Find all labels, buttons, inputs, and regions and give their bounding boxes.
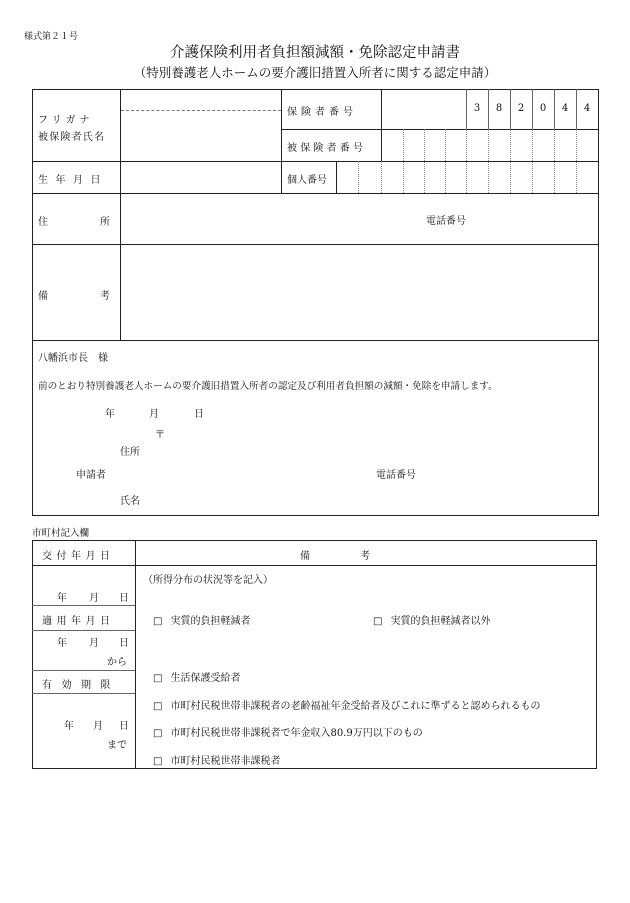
- digit-cell-divider: [488, 129, 489, 193]
- digit-cell-divider: [532, 129, 533, 193]
- date-day: 日: [194, 409, 204, 420]
- insurer-digit: 4: [583, 103, 591, 114]
- insurer-digit: 3: [473, 103, 481, 114]
- option-label: 生活保護受給者: [170, 673, 241, 684]
- applied-day: 日: [119, 638, 129, 649]
- option-label: 実質的負担軽減者以外: [390, 616, 491, 627]
- date-year: 年: [105, 409, 115, 420]
- digit-cell-divider: [466, 129, 467, 193]
- insurer-digit: 4: [561, 103, 569, 114]
- digit-cell-divider: [510, 129, 511, 193]
- municipal-section-label: 市町村記入欄: [32, 528, 90, 539]
- form-number: 様式第２１号: [24, 32, 79, 42]
- insurer-row-divider: [281, 129, 599, 130]
- insurer-number-label: 保険者番号: [287, 107, 357, 118]
- checkbox-icon[interactable]: □: [373, 616, 383, 627]
- addressee: 八幡浜市長 様: [38, 353, 108, 364]
- validity-month: 月: [93, 721, 103, 732]
- validity-day: 日: [119, 721, 129, 732]
- row-divider-address: [32, 193, 599, 194]
- address-label: 住所: [38, 217, 162, 228]
- option-label: 実質的負担軽減者: [170, 616, 251, 627]
- digit-cell-divider: [445, 129, 446, 193]
- row-divider-birth: [32, 161, 599, 162]
- digit-cell-divider: [424, 129, 425, 193]
- phone-label: 電話番号: [426, 216, 466, 227]
- issue-year: 年: [57, 593, 67, 604]
- applicant-label: 申請者: [76, 470, 106, 481]
- municipal-header-divider: [32, 565, 597, 566]
- municipal-row-divider: [32, 693, 135, 694]
- digit-cell-divider: [381, 161, 382, 193]
- postal-mark: 〒: [155, 430, 165, 441]
- row-divider-request: [32, 340, 599, 341]
- my-number-label-right: [336, 161, 337, 193]
- my-number-label: 個人番号: [287, 175, 327, 186]
- municipal-row-divider: [32, 605, 135, 606]
- checkbox-icon[interactable]: □: [153, 616, 163, 627]
- municipal-label-column-divider: [135, 540, 136, 769]
- option-label: 市町村民税世帯非課税者で年金収入80.9万円以下のもの: [170, 728, 423, 739]
- municipal-row-divider: [32, 670, 135, 671]
- municipal-row-divider: [32, 630, 135, 631]
- issue-date-label: 交付年月日: [42, 551, 115, 562]
- checkbox-icon[interactable]: □: [153, 701, 163, 712]
- furigana-label: フリガナ: [38, 115, 94, 126]
- digit-cell-divider: [554, 129, 555, 193]
- applicant-name-label: 氏名: [120, 496, 140, 507]
- issue-day: 日: [119, 593, 129, 604]
- remarks-label: 備考: [38, 291, 162, 302]
- option-label: 市町村民税世帯非課税者の老齢福祉年金受給者及びこれに準ずると認められるもの: [170, 701, 541, 712]
- digit-cell-divider: [576, 129, 577, 193]
- applied-month: 月: [89, 638, 99, 649]
- insurer-digit: 8: [495, 103, 503, 114]
- request-statement: 前のとおり特別養護老人ホームの要介護旧措置入所者の認定及び利用者負担額の減額・免除を申請します。: [38, 381, 498, 392]
- validity-year: 年: [64, 721, 74, 732]
- insured-name-label: 被保険者氏名: [38, 132, 106, 143]
- validity-label: 有効期限: [42, 680, 120, 691]
- checkbox-icon[interactable]: □: [153, 728, 163, 739]
- option-pension-recipient[interactable]: [153, 697, 540, 712]
- option-low-income[interactable]: [153, 724, 423, 739]
- digit-cell-divider: [403, 129, 404, 193]
- applied-date-label: 適用年月日: [42, 616, 115, 627]
- checkbox-icon[interactable]: □: [153, 756, 163, 767]
- date-month: 月: [149, 409, 159, 420]
- remarks-header: 備 考: [300, 551, 370, 562]
- checkbox-icon[interactable]: □: [153, 673, 163, 684]
- option-welfare[interactable]: [153, 669, 240, 684]
- applicant-address-label: 住所: [120, 447, 140, 458]
- furigana-divider: [121, 110, 281, 111]
- until-label: まで: [107, 740, 127, 751]
- option-reduced[interactable]: [153, 612, 250, 627]
- page-subtitle: （特別養護老人ホームの要介護旧措置入所者に関する認定申請）: [133, 65, 497, 80]
- option-label: 市町村民税世帯非課税者: [170, 756, 281, 767]
- option-not-reduced[interactable]: [373, 612, 490, 627]
- option-tax-exempt[interactable]: [153, 752, 280, 767]
- applicant-phone-label: 電話番号: [376, 470, 416, 481]
- income-note: （所得分布の状況等を記入）: [143, 575, 273, 586]
- insurer-label-right: [381, 89, 382, 161]
- insurer-digit: 0: [539, 103, 547, 114]
- from-label: から: [107, 657, 127, 668]
- issue-month: 月: [89, 593, 99, 604]
- digit-cell-divider: [358, 161, 359, 193]
- birth-date-label: 生年月日: [38, 175, 108, 186]
- insurer-digit: 2: [517, 103, 525, 114]
- row-divider-remarks: [32, 244, 599, 245]
- insured-number-label: 被保険者番号: [287, 143, 367, 154]
- applied-year: 年: [57, 638, 67, 649]
- page-title: 介護保険利用者負担額減額・免除認定申請書: [170, 45, 460, 61]
- insurer-label-left: [281, 89, 282, 193]
